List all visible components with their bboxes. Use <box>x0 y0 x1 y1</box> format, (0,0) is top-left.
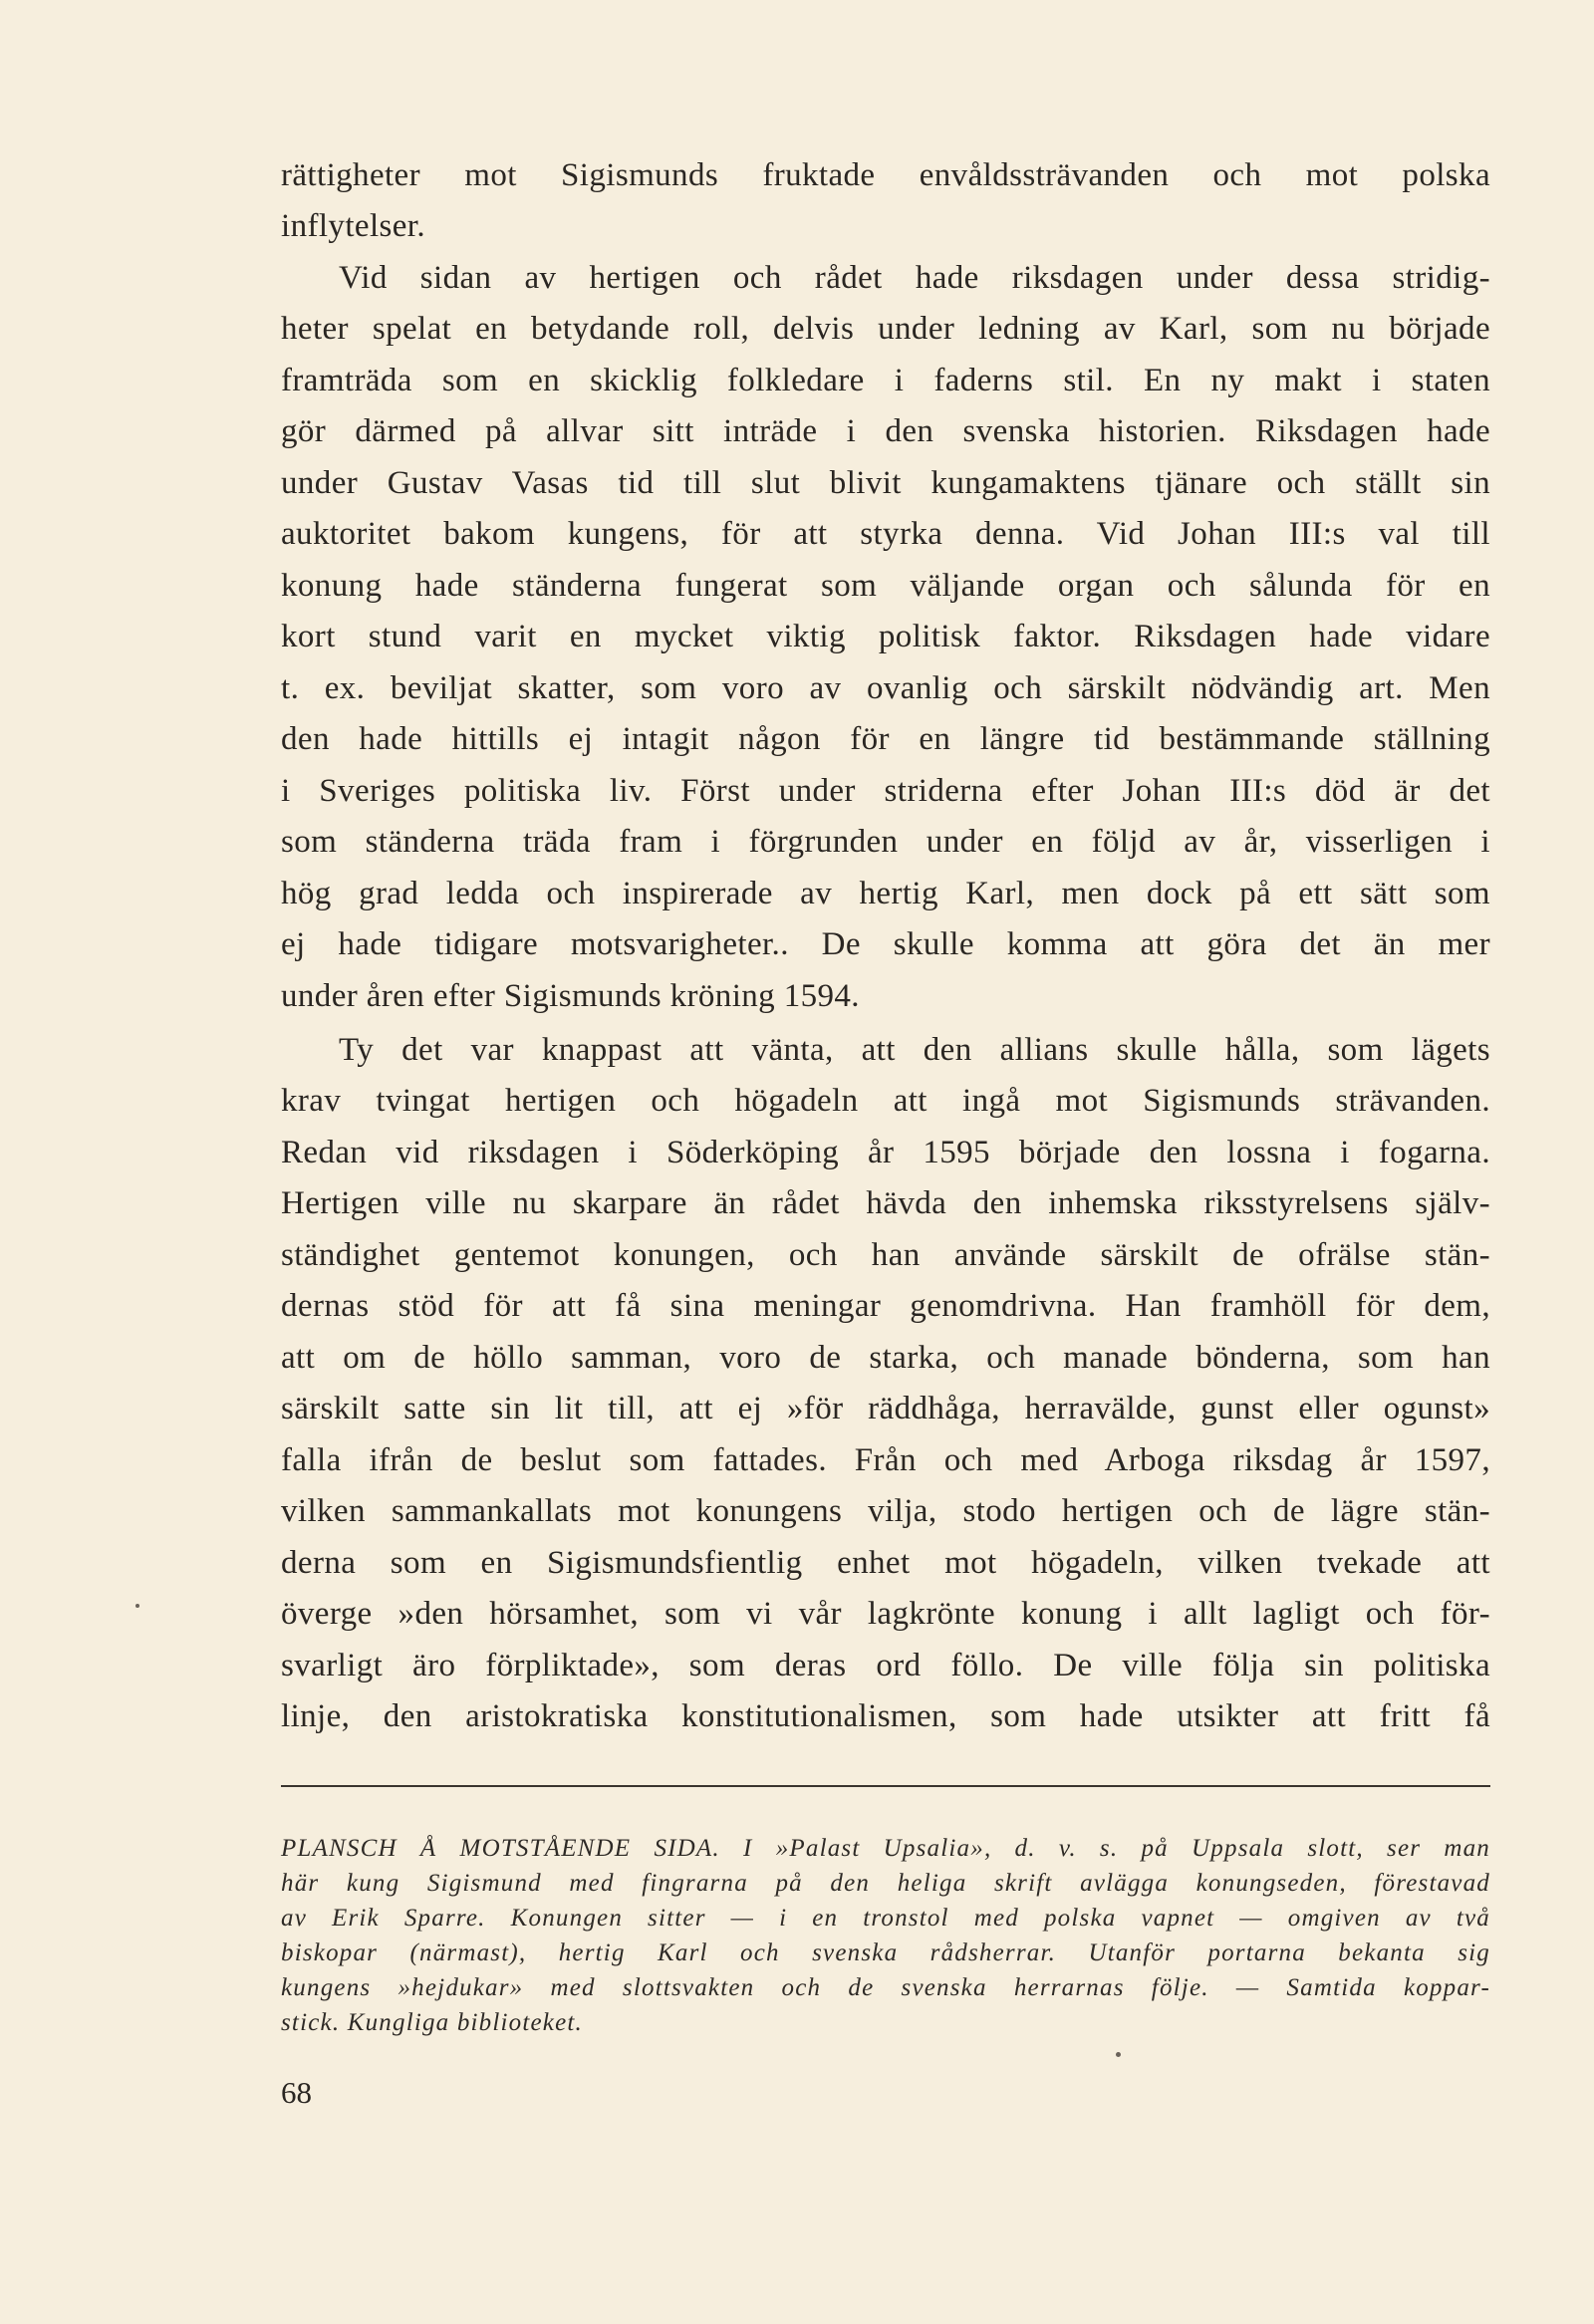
body-line: krav tvingat hertigen och högadeln att ingå mot Sigismunds strävanden. <box>281 1083 1490 1119</box>
body-line: under åren efter Sigismunds kröning 1594. <box>281 978 860 1014</box>
body-line: heter spelat en betydande roll, delvis under ledning av Karl, som nu började <box>281 311 1490 347</box>
body-line: t. ex. beviljat skatter, som voro av ovanlig och särskilt nödvändig art. Men <box>281 670 1490 706</box>
body-line: att om de höllo samman, voro de starka, och manade bönderna, som han <box>281 1340 1490 1376</box>
body-line: ständighet gentemot konungen, och han använde särskilt de ofrälse stän- <box>281 1237 1490 1273</box>
body-line: som ständerna träda fram i förgrunden under en följd av år, visserligen i <box>281 824 1490 860</box>
dust-speck <box>1116 2052 1121 2057</box>
caption-line: här kung Sigismund med fingrarna på den heliga skrift avlägga konungseden, förestavad <box>281 1870 1490 1897</box>
body-line: auktoritet bakom kungens, för att styrka denna. Vid Johan III:s val till <box>281 516 1490 552</box>
body-line: framträda som en skicklig folkledare i faderns stil. En ny makt i staten <box>281 363 1490 398</box>
body-line: vilken sammankallats mot konungens vilja, stodo hertigen och de lägre stän- <box>281 1493 1490 1529</box>
body-line: rättigheter mot Sigismunds fruktade envåldssträvanden och mot polska <box>281 157 1490 193</box>
body-line: derna som en Sigismundsfientlig enhet mot högadeln, vilken tvekade att <box>281 1545 1490 1581</box>
caption-line: kungens »hejdukar» med slottsvakten och de svenska herrarnas följe. — Samtida koppar- <box>281 1974 1490 2001</box>
page-number: 68 <box>281 2075 312 2110</box>
caption-line: av Erik Sparre. Konungen sitter — i en tronstol med polska vapnet — omgiven av två <box>281 1905 1490 1932</box>
caption-line: stick. Kungliga biblioteket. <box>281 2009 583 2036</box>
body-line: Redan vid riksdagen i Söderköping år 1595 började den lossna i fogarna. <box>281 1135 1490 1170</box>
body-line: Vid sidan av hertigen och rådet hade riksdagen under dessa stridig- <box>339 260 1490 296</box>
body-line: den hade hittills ej intagit någon för en längre tid bestämmande ställning <box>281 721 1490 757</box>
body-line: dernas stöd för att få sina meningar genomdrivna. Han framhöll för dem, <box>281 1288 1490 1324</box>
body-line: konung hade ständerna fungerat som väljande organ och sålunda för en <box>281 568 1490 604</box>
body-line: under Gustav Vasas tid till slut blivit kungamaktens tjänare och ställt sin <box>281 465 1490 501</box>
caption-line: biskopar (närmast), hertig Karl och svenska rådsherrar. Utanför portarna bekanta sig <box>281 1939 1490 1966</box>
body-line: ej hade tidigare motsvarigheter.. De skulle komma att göra det än mer <box>281 926 1490 962</box>
body-line: gör därmed på allvar sitt inträde i den svenska historien. Riksdagen hade <box>281 413 1490 449</box>
body-line: svarligt äro förpliktade», som deras ord föllo. De ville följa sin politiska <box>281 1648 1490 1683</box>
dust-speck <box>135 1604 139 1608</box>
caption-line: PLANSCH Å MOTSTÅENDE SIDA. I »Palast Upsalia», d. v. s. på Uppsala slott, ser man <box>281 1835 1490 1862</box>
body-line: linje, den aristokratiska konstitutionalismen, som hade utsikter att fritt få <box>281 1698 1490 1734</box>
body-line: inflytelser. <box>281 208 426 244</box>
body-line: kort stund varit en mycket viktig politisk faktor. Riksdagen hade vidare <box>281 619 1490 654</box>
body-line: Ty det var knappast att vänta, att den allians skulle hålla, som lägets <box>339 1032 1490 1068</box>
body-line: hög grad ledda och inspirerade av hertig Karl, men dock på ett sätt som <box>281 876 1490 911</box>
body-line: Hertigen ville nu skarpare än rådet hävda den inhemska riksstyrelsens själv- <box>281 1185 1490 1221</box>
body-line: i Sveriges politiska liv. Först under striderna efter Johan III:s död är det <box>281 773 1490 809</box>
body-line: överge »den hörsamhet, som vi vår lagkrönte konung i allt lagligt och för- <box>281 1596 1490 1632</box>
body-line: falla ifrån de beslut som fattades. Från och med Arboga riksdag år 1597, <box>281 1442 1490 1478</box>
footnote-divider <box>281 1785 1490 1787</box>
body-line: särskilt satte sin lit till, att ej »för räddhåga, herravälde, gunst eller ogunst» <box>281 1391 1490 1426</box>
